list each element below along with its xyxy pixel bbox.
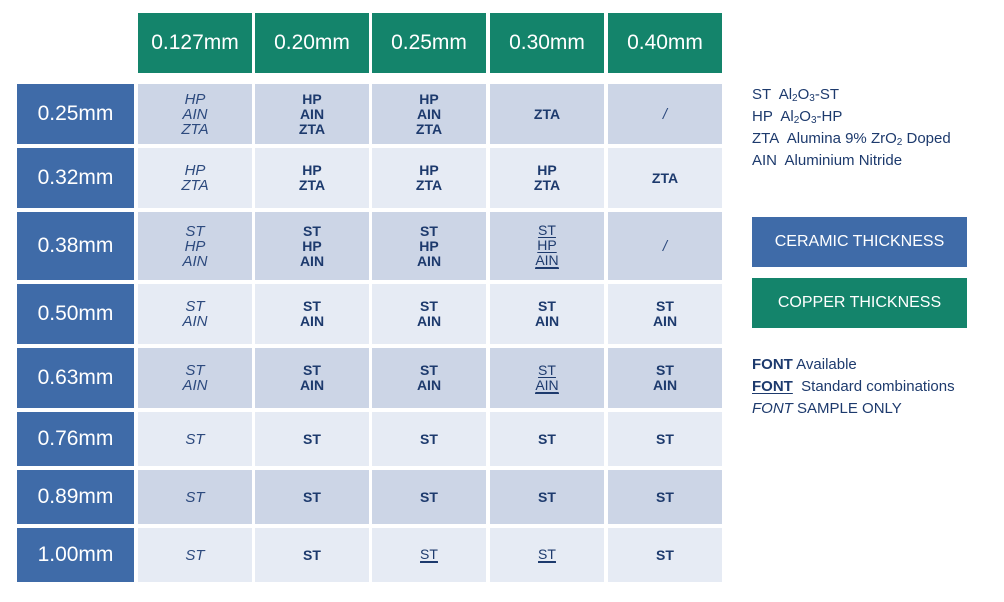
table-cell [490,470,604,524]
table-cell [138,528,252,582]
table-cell [372,470,486,524]
cell-material: AIN [535,376,559,393]
table-cell [138,84,252,144]
cell-material: ST [420,546,438,562]
cell-material: AIN [182,313,208,330]
cell-material: AIN [535,252,559,268]
font-key-standard: FONT Standard combinations [752,378,955,395]
table-cell [372,348,486,408]
cell-material: ZTA [651,169,679,186]
table-cell [608,84,722,144]
cell-material: ST [656,546,674,563]
table-cell [608,528,722,582]
cell-material: ST [538,222,556,238]
cell-material: ST [303,430,321,447]
table-cell [608,412,722,466]
column-header: 0.30mm [490,13,604,73]
row-header: 0.76mm [17,412,134,466]
table-cell [490,84,604,144]
cell-material: ST [538,546,556,562]
cell-material: ZTA [181,177,209,194]
row-header: 0.89mm [17,470,134,524]
table-cell [490,528,604,582]
table-cell [372,528,486,582]
cell-material: ZTA [298,120,326,137]
cell-material: ST [420,222,438,239]
legend-st: ST $Al_2O_3-ST$ [752,86,839,104]
table-cell [255,212,369,280]
table-cell [608,212,722,280]
cell-material: AIN [652,377,678,393]
cell-material: ZTA [415,120,443,137]
cell-material: ST [303,222,321,239]
cell-material: ST [656,362,674,378]
cell-material: AIN [534,313,560,329]
material-legend [752,84,951,172]
legend-ain: AIN Aluminium Nitride [752,152,903,169]
cell-material: HP [419,237,439,254]
cell-material: ST [185,430,205,448]
cell-material: ST [656,298,674,314]
column-header: 0.20mm [255,13,369,73]
table-cell [255,470,369,524]
cell-material: ST [185,488,205,506]
table-cell [490,412,604,466]
table-cell [372,412,486,466]
table-cell [372,212,486,280]
cell-material: ST [185,222,205,240]
cell-material: ST [538,361,556,378]
font-key-sample: FONT SAMPLE ONLY [752,400,902,417]
row-header: 1.00mm [17,528,134,582]
table-cell [255,412,369,466]
cell-material: ST [538,430,556,447]
cell-material: ST [185,362,205,379]
cell-material: AIN [182,377,208,394]
cell-material: HP [302,162,322,178]
cell-material: ST [538,298,556,314]
table-cell [490,148,604,208]
table-cell [255,148,369,208]
table-cell [138,348,252,408]
row-header: 0.38mm [17,212,134,280]
table-cell [608,470,722,524]
row-header: 0.32mm [17,148,134,208]
cell-material: HP [419,90,439,107]
table-cell [255,348,369,408]
cell-material: HP [184,237,206,255]
column-header: 0.127mm [138,13,252,73]
table-cell [255,284,369,344]
cell-material: AIN [182,105,208,123]
table-cell [255,84,369,144]
cell-material: AIN [182,252,208,270]
copper-thickness-key: COPPER THICKNESS [752,278,967,328]
cell-material: AIN [299,313,325,329]
cell-material: / [662,105,668,123]
cell-material: HP [302,90,322,107]
cell-material: AIN [416,105,442,122]
cell-material: ST [303,546,321,563]
cell-material: AIN [416,377,442,393]
cell-material: ST [420,488,438,505]
row-header: 0.63mm [17,348,134,408]
table-cell [138,148,252,208]
cell-material: ST [420,362,438,378]
row-header: 0.25mm [17,84,134,144]
table-cell [138,284,252,344]
font-style-key [752,354,955,420]
cell-material: AIN [416,313,442,329]
cell-material: ST [185,546,205,564]
cell-material: ST [303,298,321,314]
column-header: 0.40mm [608,13,722,73]
cell-material: ZTA [181,120,209,138]
cell-material: ST [185,298,205,315]
table-cell [138,470,252,524]
font-key-available: FONT Available [752,356,857,373]
cell-material: ZTA [415,177,443,193]
cell-material: / [662,237,668,255]
cell-material: AIN [299,252,325,269]
column-header: 0.25mm [372,13,486,73]
cell-material: HP [537,162,557,178]
legend-zta: ZTA Alumina 9% ZrO$_2$ Doped [752,130,951,148]
cell-material: HP [184,90,206,108]
cell-material: HP [537,237,557,253]
table-cell [608,348,722,408]
table-cell [490,348,604,408]
table-cell [608,284,722,344]
cell-material: AIN [652,313,678,329]
legend-hp: HP $Al_2O_3-HP$ [752,108,843,126]
cell-material: HP [419,162,439,178]
table-cell [372,148,486,208]
table-cell [490,284,604,344]
table-cell [372,84,486,144]
table-cell [138,212,252,280]
table-cell [138,412,252,466]
cell-material: ST [303,362,321,378]
cell-material: ST [420,298,438,314]
cell-material: ST [656,430,674,447]
cell-material: AIN [416,252,442,269]
ceramic-thickness-key: CERAMIC THICKNESS [752,217,967,267]
table-cell [608,148,722,208]
cell-material: ZTA [298,177,326,193]
row-header: 0.50mm [17,284,134,344]
cell-material: ST [420,430,438,447]
cell-material: ZTA [533,105,561,122]
cell-material: AIN [299,105,325,122]
cell-material: HP [302,237,322,254]
cell-material: AIN [299,377,325,393]
cell-material: ZTA [533,177,561,193]
table-cell [255,528,369,582]
cell-material: ST [538,488,556,505]
table-cell [490,212,604,280]
cell-material: ST [656,488,674,505]
cell-material: HP [184,162,206,179]
cell-material: ST [303,488,321,505]
table-cell [372,284,486,344]
